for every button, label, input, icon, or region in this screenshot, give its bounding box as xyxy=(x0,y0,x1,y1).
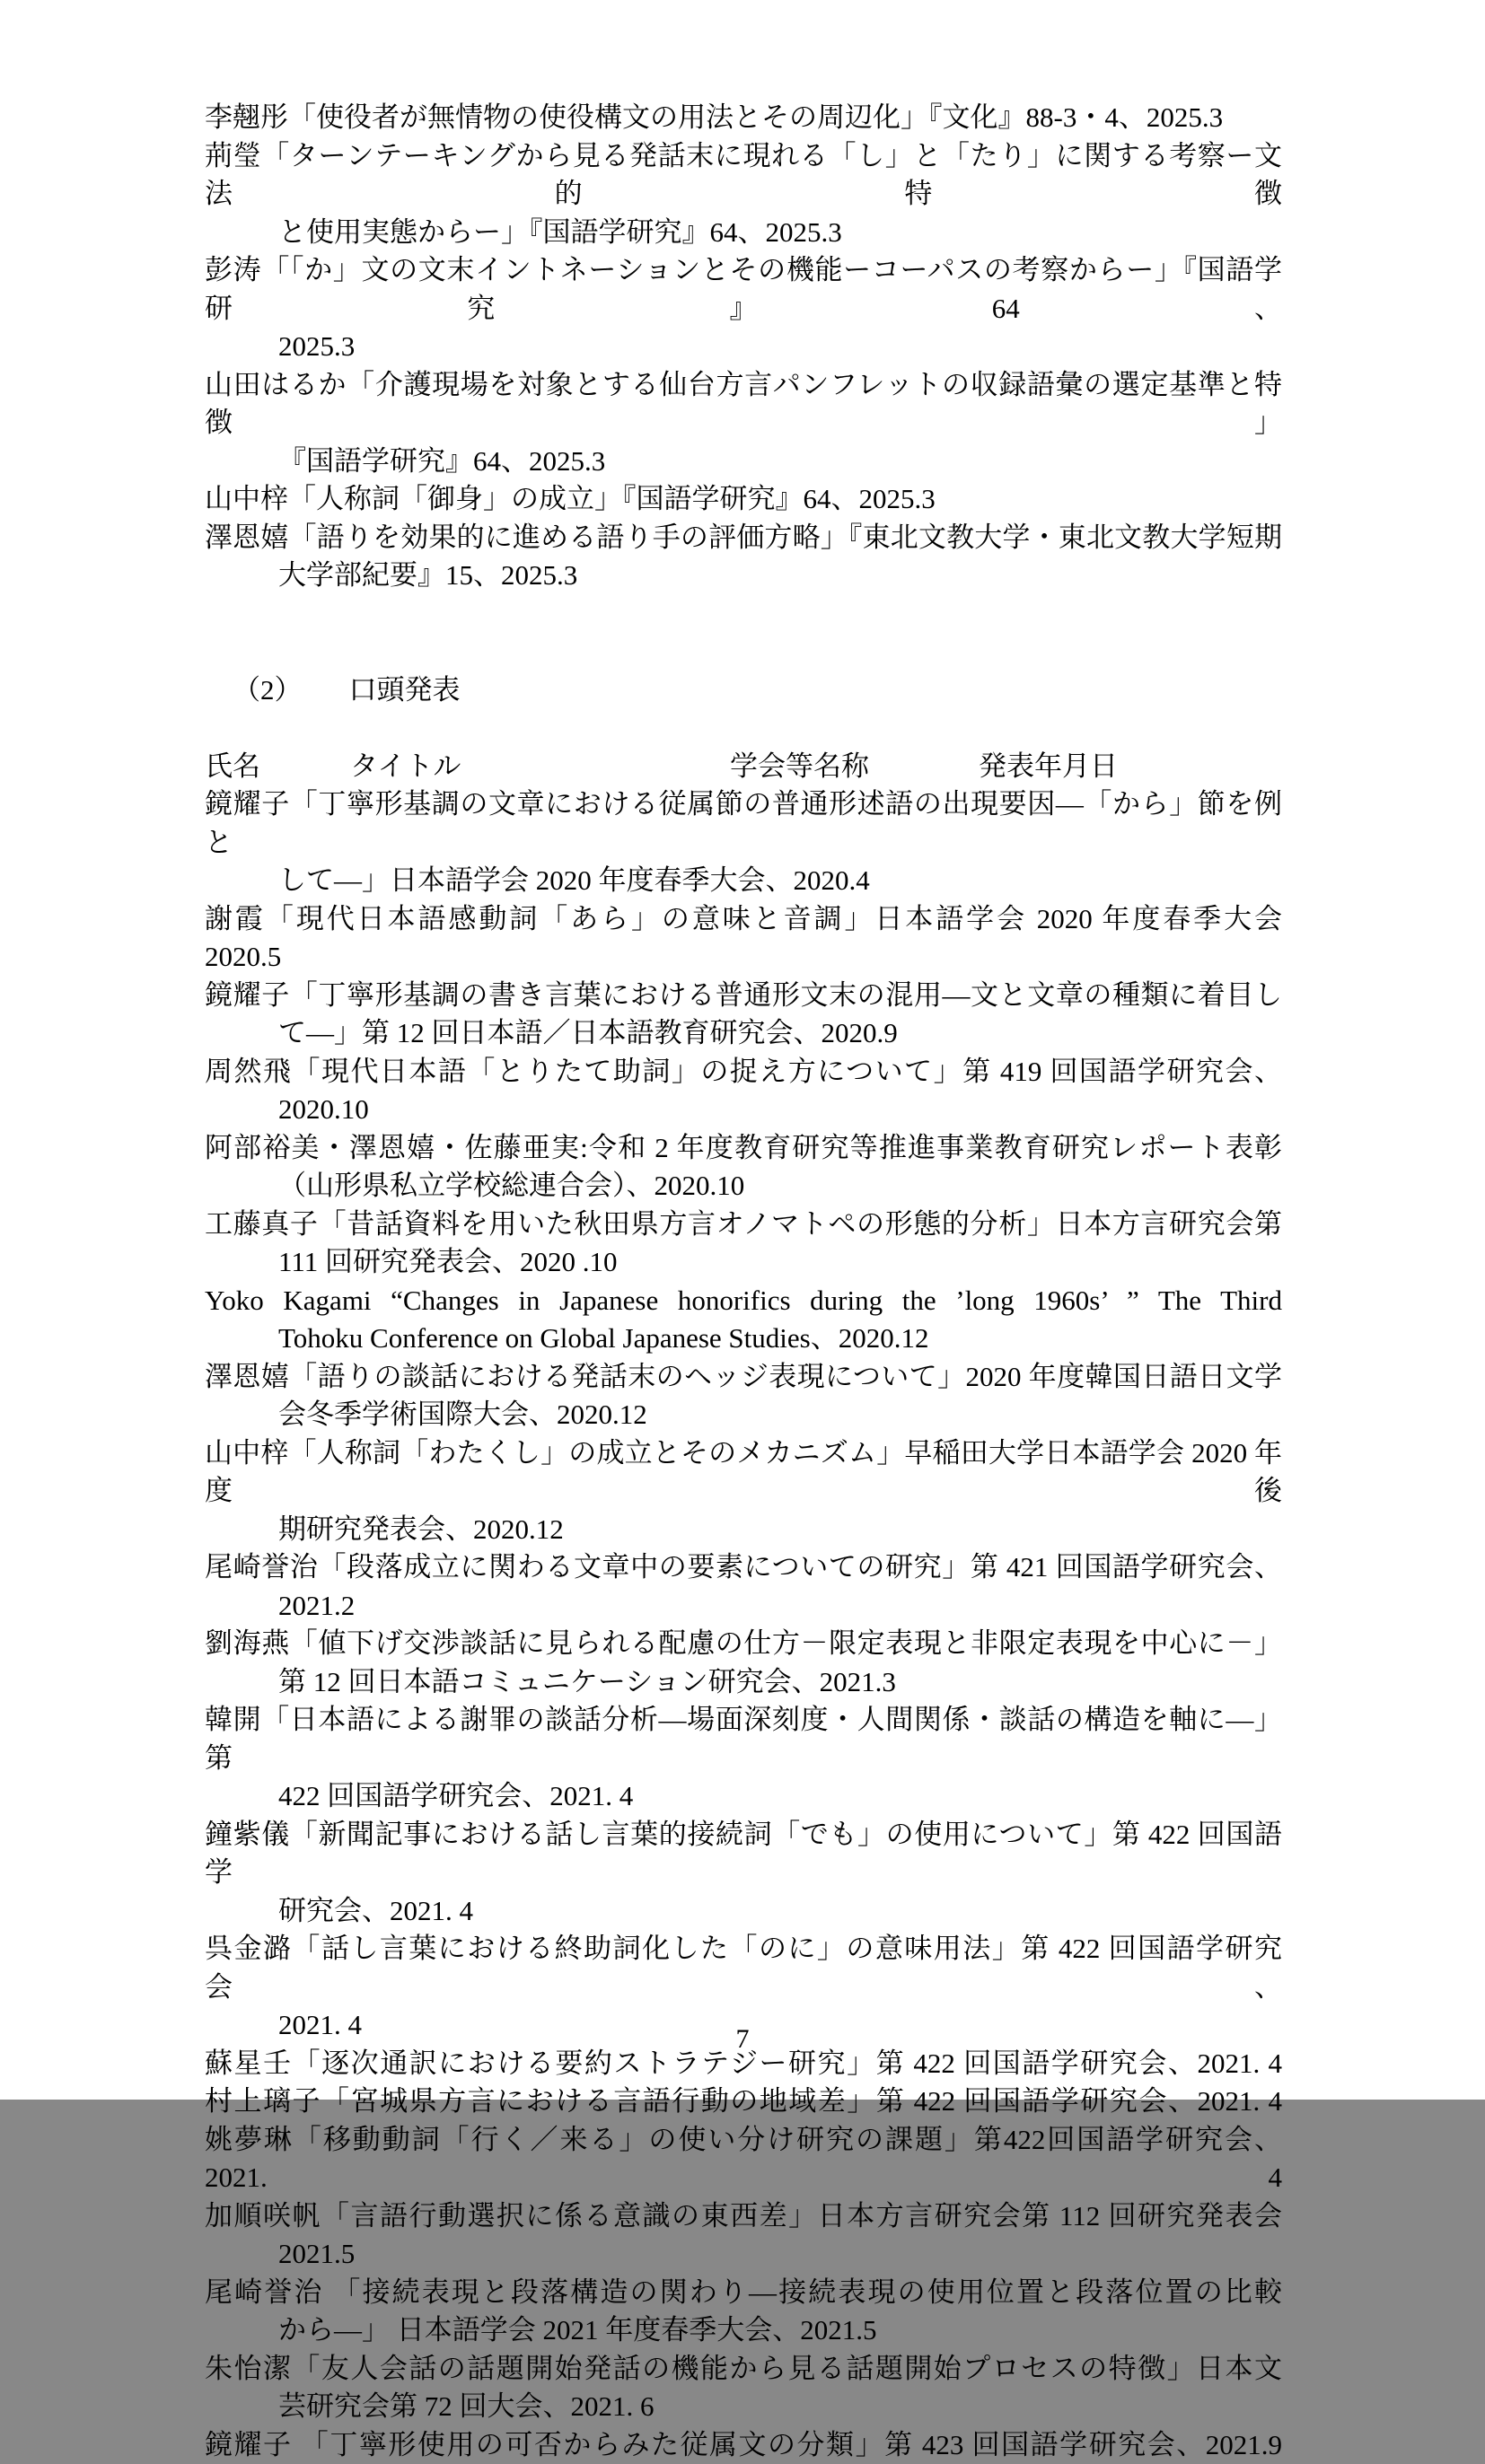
text-line: 会冬季学術国際大会、2020.12 xyxy=(205,1396,1282,1434)
text-line: 荊瑩「ターンテーキングから見る発話末に現れる「し」と「たり」に関する考察ー文法的特徴 xyxy=(205,137,1282,214)
text-line: Yoko Kagami “Changes in Japanese honorifics during the ’long 1960s’ ” The Third xyxy=(205,1282,1282,1320)
text-line: 加順咲帆「言語行動選択に係る意識の東西差」日本方言研究会第 112 回研究発表会 xyxy=(205,2197,1282,2236)
text-line: 李翹彤「使役者が無情物の使役構文の用法とその周辺化」『文化』88-3・4、2025.3 xyxy=(205,99,1282,137)
text-line: 蘇星壬「逐次通訳における要約ストラテジー研究」第 422 回国語学研究会、2021. 4 xyxy=(205,2045,1282,2083)
presentation-entry xyxy=(205,2274,1282,2350)
column-header-society: 学会等名称 xyxy=(730,748,869,786)
text-line: と使用実態からー」『国語学研究』64、2025.3 xyxy=(205,214,1282,252)
text-line: 第 12 回日本語コミュニケーション研究会、2021.3 xyxy=(205,1663,1282,1702)
text-line: 謝霞「現代日本語感動詞「あら」の意味と音調」日本語学会 2020 年度春季大会 2020.5 xyxy=(205,900,1282,977)
text-line: 尾崎誉治「段落成立に関わる文章中の要素についての研究」第 421 回国語学研究会、 xyxy=(205,1548,1282,1587)
publication-entry xyxy=(205,99,1282,137)
presentation-entry xyxy=(205,2426,1282,2464)
text-line: 鏡耀子「丁寧形基調の書き言葉における普通形文末の混用―文と文章の種類に着目し xyxy=(205,977,1282,1015)
text-line: 研究会、2021. 4 xyxy=(205,1892,1282,1931)
page-number: 7 xyxy=(0,2021,1485,2057)
presentation-entry xyxy=(205,1358,1282,1434)
presentation-entry xyxy=(205,1625,1282,1701)
text-line: 大学部紀要』15、2025.3 xyxy=(205,557,1282,595)
publication-entry xyxy=(205,519,1282,595)
text-line: 周然飛「現代日本語「とりたて助詞」の捉え方について」第 419 回国語学研究会、 xyxy=(205,1053,1282,1092)
text-line: 2025.3 xyxy=(205,328,1282,366)
presentation-entry xyxy=(205,1129,1282,1206)
presentation-entry xyxy=(205,1816,1282,1931)
column-header-date: 発表年月日 xyxy=(979,748,1118,786)
presentation-entry xyxy=(205,1206,1282,1282)
text-line: て―」第 12 回日本語／日本語教育研究会、2020.9 xyxy=(205,1014,1282,1053)
section-title: 口頭発表 xyxy=(349,674,461,706)
publication-entry xyxy=(205,251,1282,366)
text-line: 姚夢琳「移動動詞「行く／来る」の使い分け研究の課題」第422回国語学研究会、2021. 4 xyxy=(205,2121,1282,2197)
presentation-entry xyxy=(205,2350,1282,2426)
text-line: 工藤真子「昔話資料を用いた秋田県方言オノマトペの形態的分析」日本方言研究会第 xyxy=(205,1206,1282,1244)
text-line: （山形県私立学校総連合会）、2020.10 xyxy=(205,1167,1282,1206)
column-header-row xyxy=(205,748,1282,786)
text-line: 2020.10 xyxy=(205,1091,1282,1129)
column-header-title: タイトル xyxy=(350,748,461,786)
column-header-name: 氏名 xyxy=(205,748,260,786)
text-line: 澤恩嬉「語りの談話における発話末のヘッジ表現について」2020 年度韓国日語日文学 xyxy=(205,1358,1282,1397)
presentation-entry xyxy=(205,785,1282,900)
text-line: 2021.5 xyxy=(205,2235,1282,2274)
text-line: 澤恩嬉「語りを効果的に進める語り手の評価方略」『東北文教大学・東北文教大学短期 xyxy=(205,519,1282,557)
text-line: 呉金潞「話し言葉における終助詞化した「のに」の意味用法」第 422 回国語学研究会、 xyxy=(205,1930,1282,2006)
presentation-entry xyxy=(205,2121,1282,2197)
text-line: 劉海燕「値下げ交渉談話に見られる配慮の仕方－限定表現と非限定表現を中心に－」 xyxy=(205,1625,1282,1663)
text-line: 期研究発表会、2020.12 xyxy=(205,1511,1282,1549)
text-line: Tohoku Conference on Global Japanese Studies、2020.12 xyxy=(205,1320,1282,1358)
presentation-entry xyxy=(205,900,1282,977)
section-number: （2） xyxy=(233,674,303,706)
section-heading xyxy=(205,633,1282,748)
text-line: 彭涛「「か」文の文末イントネーションとその機能ーコーパスの考察からー」『国語学研究』64、 xyxy=(205,251,1282,328)
presentation-list xyxy=(205,785,1282,2464)
presentation-entry xyxy=(205,2083,1282,2121)
presentation-entry xyxy=(205,1282,1282,1358)
presentation-entry xyxy=(205,977,1282,1053)
text-line: 422 回国語学研究会、2021. 4 xyxy=(205,1777,1282,1816)
text-line: 鐘紫儀「新聞記事における話し言葉的接続詞「でも」の使用について」第 422 回国語学 xyxy=(205,1816,1282,1892)
text-line: 鏡耀子「丁寧形基調の文章における従属節の普通形述語の出現要因―「から」節を例と xyxy=(205,785,1282,862)
text-line: 鏡耀子 「丁寧形使用の可否からみた従属文の分類」第 423 回国語学研究会、2021.9 xyxy=(205,2426,1282,2464)
text-line: 尾崎誉治 「接続表現と段落構造の関わり―接続表現の使用位置と段落位置の比較 xyxy=(205,2274,1282,2312)
text-line: して―」日本語学会 2020 年度春季大会、2020.4 xyxy=(205,862,1282,900)
text-line: 山中梓「人称詞「わたくし」の成立とそのメカニズム」早稲田大学日本語学会 2020 年度後 xyxy=(205,1434,1282,1511)
presentation-entry xyxy=(205,1434,1282,1549)
text-line: 阿部裕美・澤恩嬉・佐藤亜実:令和 2 年度教育研究等推進事業教育研究レポート表彰 xyxy=(205,1129,1282,1168)
text-line: 朱怡潔「友人会話の話題開始発話の機能から見る話題開始プロセスの特徴」日本文 xyxy=(205,2350,1282,2389)
text-line: 村上璃子「宮城県方言における言語行動の地域差」第 422 回国語学研究会、2021. 4 xyxy=(205,2083,1282,2121)
presentation-entry xyxy=(205,1548,1282,1625)
text-line: 山田はるか「介護現場を対象とする仙台方言パンフレットの収録語彙の選定基準と特徴」 xyxy=(205,366,1282,443)
text-line: 2021.2 xyxy=(205,1587,1282,1626)
text-line: から―」 日本語学会 2021 年度春季大会、2021.5 xyxy=(205,2311,1282,2350)
text-line: 芸研究会第 72 回大会、2021. 6 xyxy=(205,2388,1282,2426)
publication-entry xyxy=(205,480,1282,519)
text-line: 山中梓「人称詞「御身」の成立」『国語学研究』64、2025.3 xyxy=(205,480,1282,519)
publication-list xyxy=(205,99,1282,595)
text-line: 『国語学研究』64、2025.3 xyxy=(205,443,1282,481)
text-line: 韓開「日本語による謝罪の談話分析―場面深刻度・人間関係・談話の構造を軸に―」第 xyxy=(205,1701,1282,1777)
publication-entry xyxy=(205,137,1282,252)
presentation-entry xyxy=(205,1701,1282,1816)
text-line: 111 回研究発表会、2020 .10 xyxy=(205,1243,1282,1282)
presentation-entry xyxy=(205,2197,1282,2274)
presentation-entry xyxy=(205,1053,1282,1129)
text-line: 2021. 4 xyxy=(205,2006,1282,2045)
publication-entry xyxy=(205,366,1282,481)
